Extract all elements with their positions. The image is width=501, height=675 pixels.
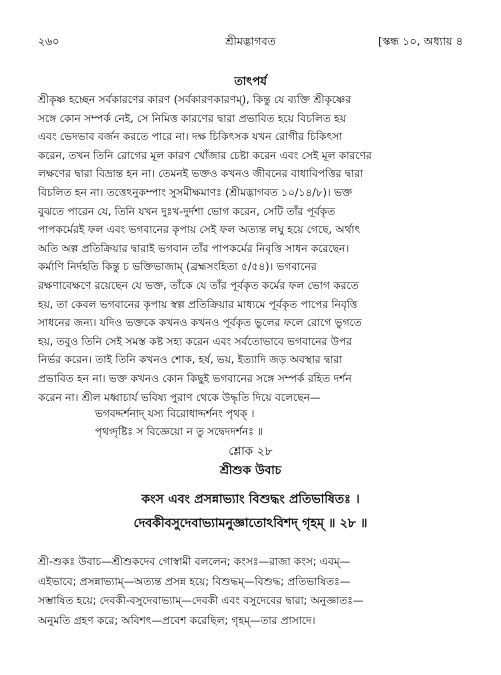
chapter-reference: [স্কন্ধ ১০, অধ্যায় ৪ [378, 35, 463, 48]
page-number: ২৬০ [38, 35, 60, 48]
synonym-line: এইভাবে; প্রসন্নাভ্যাম্—অত্যন্ত প্রসন্ন হয়ে; বিশুদ্ধম্—বিশুদ্ধ; প্রতিভাষিতঃ— [38, 575, 351, 588]
sloka-line: কংস এবং প্রসন্নাভ্যাং বিশুদ্ধং প্রতিভাষিতঃ । [141, 491, 360, 506]
sloka-number: শ্লোক ২৮ [228, 444, 273, 458]
purport-line: রক্ষণাবেক্ষণে রয়েছেন যে ভক্ত, তাঁকে যে তাঁর পূর্বকৃত কর্মের ফল ভোগ করতে [38, 279, 359, 292]
purport-line: বিচলিত হন না। তত্তেঽনুকম্পাং সুসমীক্ষমাণঃ (শ্রীমদ্ভাগবত ১০/১৪/৮)। ভক্ত [38, 186, 353, 199]
purport-line: সঙ্গে কোন সম্পর্ক নেই, সে নিমিত্ত কারণের দ্বারা প্রভাবিত হয়ে বিচলিত হয় [38, 112, 346, 125]
quote-line: ভগবদ্দর্শনাদ্ যস্য বিরোধাদ্দর্শনং পৃথক্ । [95, 408, 255, 420]
purport-line: সাধনের জন্য। যদিও ভক্তকে কখনও কখনও পূর্বকৃত ভুলের ফলে রোগে ভুগতে [38, 317, 362, 330]
purport-line: লক্ষণের দ্বারা বিভ্রান্ত হন না। তেমনই ভক্তও কখনও জীবনের বাধাবিপত্তির দ্বারা [38, 168, 364, 181]
synonym-line: শ্রী-শুকঃ উবাচ—শ্রীশুকদেব গোস্বামী বললেন; কংসঃ—রাজা কংস; এবম্— [38, 556, 351, 568]
sloka-speaker: শ্রীশুক উবাচ [219, 463, 282, 477]
purport-line: হয়, তা কেবল ভগবানের কৃপায় স্বল্প প্রতিক্রিয়ার মাধ্যমে পূর্বকৃত পাপের নিবৃত্তি [38, 298, 358, 311]
purport-text [38, 91, 466, 407]
purport-heading: তাৎপর্য [234, 74, 267, 88]
book-title: শ্রীমদ্ভাগবত [225, 35, 276, 48]
purport-line: পাপকর্মেরই ফল এবং ভগবানের কৃপায় সেই ফল অত্যন্ত লঘু হয়ে গেছে, অর্থাৎ [38, 224, 361, 237]
purport-line: নির্ভর করেন। তাই তিনি কখনও শোক, হর্ষ, ভয়, ইত্যাদি জড় অবস্থার দ্বারা [38, 354, 343, 367]
purport-line: অতি অল্প প্রতিক্রিয়ার দ্বারাই ভগবান তাঁর পাপকর্মের নিবৃত্তি সাধন করেছেন। [38, 242, 350, 255]
page-header [38, 34, 463, 50]
synonym-line: অনুমতি গ্রহণ করে; অবিশৎ—প্রবেশ করেছিল; গৃহম্—তার প্রাসাদে। [38, 614, 316, 627]
purport-line: হয়, তবুও তিনি সেই সমস্ত কষ্ট সহ্য করেন এবং সর্বতোভাবে ভগবানের উপর [38, 335, 353, 348]
purport-line: প্রভাবিত হন না। ভক্ত কখনও কোন কিছুই ভগবানের সঙ্গে সম্পর্ক রহিত দর্শন [38, 372, 352, 385]
sloka-line: দেবকীবসুদেবাভ্যামনুজ্ঞাতোঽবিশদ্ গৃহম্ ॥ ২৮ ॥ [133, 515, 368, 530]
purport-line: কর্মাণি নির্দহতি কিন্তু চ ভক্তিভাজাম্ (ব্রহ্মসংহিতা ৫/৫৪)। ভগবানের [38, 261, 317, 274]
purport-line: করেন না। শ্রীল মধ্বাচার্য ভবিষ্য পুরাণ থেকে উদ্ধৃতি দিয়ে বলেছেন— [38, 391, 321, 404]
purport-line: করেন, তখন তিনি রোগের মূল কারণ খোঁজার চেষ্টা করেন এবং সেই মূল কারণের [38, 149, 372, 162]
synonyms [38, 553, 466, 631]
quote-line: পৃথগ্দৃষ্টিঃ স বিজ্ঞেয়ো ন তু সদ্বেদদর্শনঃ ॥ [95, 426, 264, 438]
purport-line: শ্রীকৃষ্ণ হচ্ছেন সর্বকারণের কারণ (সর্বকারণকারণম্), কিন্তু যে ব্যক্তি শ্রীকৃষ্ণের [38, 94, 352, 106]
purport-line: এবং ভেদভাব বর্জন করতে পারে না। দক্ষ চিকিৎসক যখন রোগীর চিকিৎসা [38, 131, 343, 144]
synonym-line: সম্ভাষিত হয়ে; দেবকী-বসুদেবাভ্যাম্—দেবকী এবং বসুদেবের দ্বারা; অনুজ্ঞাতঃ— [38, 595, 364, 607]
purport-line: বুঝতে পারেন যে, তিনি যখন দুঃখ-দুর্দশা ভোগ করেন, সেটি তাঁর পূর্বকৃত [38, 205, 336, 218]
